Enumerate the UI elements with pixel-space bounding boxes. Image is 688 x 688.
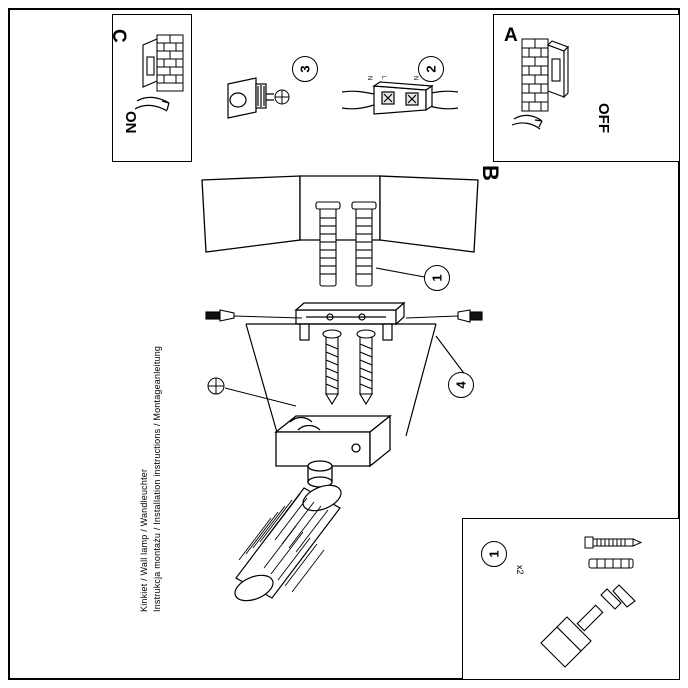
marker-4-label: 4: [453, 381, 469, 389]
step-3-cable-gland: [222, 72, 296, 128]
wall-switch-off-illustration: [508, 35, 598, 145]
panel-c: [108, 14, 192, 162]
terminal-label-l-left: L: [380, 76, 386, 80]
parts-panel: [462, 518, 680, 680]
marker-4-bracket: [448, 372, 474, 398]
panel-b-letter: B: [478, 165, 503, 181]
terminal-label-n-right: N: [412, 76, 418, 81]
marker-2-label: 2: [423, 65, 439, 73]
panel-c-letter: C: [108, 29, 129, 43]
marker-1-main-label: 1: [429, 274, 445, 282]
panel-a-caption: OFF: [595, 103, 612, 133]
panel-c-caption: ON: [122, 111, 139, 134]
title-line-1: Instrukcja montażu / Installation instructions / Montageanleitung: [152, 345, 162, 612]
marker-1-main: [424, 265, 450, 291]
parts-illustration: [523, 531, 673, 671]
marker-1-tools: [481, 541, 507, 567]
marker-2-terminal: [418, 56, 444, 82]
wall-switch-on-illustration: [131, 31, 187, 143]
step-2-terminal-block: [340, 78, 460, 122]
marker-1-tools-label: 1: [486, 550, 502, 558]
panel-a-letter: A: [504, 25, 518, 46]
marker-3-label: 3: [297, 65, 313, 73]
title-line-2: Kinkiet / Wall lamp / Wandleuchter: [139, 468, 149, 612]
panel-a: [493, 14, 680, 162]
marker-3-cable: [292, 56, 318, 82]
parts-multiplier: x2: [515, 565, 525, 575]
terminal-label-n-left: N: [366, 76, 372, 81]
